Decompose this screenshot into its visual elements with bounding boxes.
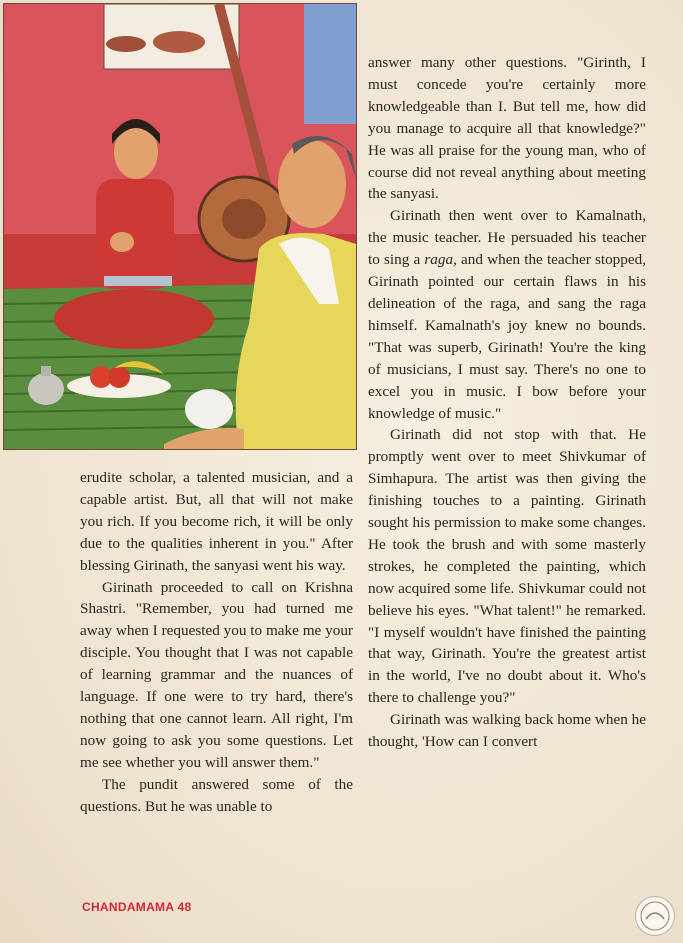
right-paragraph-2-start: Girinath then went over to Kamalnath, the music teacher. He persuaded his teacher to sing a — [368, 207, 646, 269]
left-text-column — [80, 467, 353, 818]
left-paragraph-3: The pundit answered some of the questions. But he was unable to — [80, 775, 353, 815]
right-paragraph-1: answer many other questions. "Girinth, I must concede you're certainly more knowledgeable than I. But tell me, how did you manage to acquire all that knowledge?" He was all praise for the young man, who of course did not reveal anything about meeting the sanyasi. — [368, 54, 646, 203]
right-paragraph-3: Girinath did not stop with that. He promptly went over to meet Shivkumar of Simhapura. The artist was then giving the finishing touches to a painting. Girinath sought his permission to make some changes. He took the brush and with some masterly strokes, he completed the painting, which now acquired some life. Shivkumar could not believe his eyes. "What talent!" he remarked. "I myself wouldn't have finished the painting that way, Girinath. You're the greatest artist in the world, I've no doubt about it. Who's there to challenge you?" — [368, 426, 646, 707]
left-paragraph-2: Girinath proceeded to call on Krishna Shastri. "Remember, you had turned me away when I requested you to make me your disciple. You thought that I was not capable of learning grammar and the nuances of language. If one were to try hard, there's nothing that one cannot learn. All right, I'm now going to ask you some questions. Let me see whether you will answer them." — [80, 578, 353, 771]
raga-italic-word: raga, — [424, 251, 457, 269]
illustration-svg — [4, 4, 356, 449]
left-paragraph-1: erudite scholar, a talented musician, and a capable artist. But, all that will not make you rich. If you become rich, it will be only due to the qualities inherent in you." After blessing Girinath, the sanyasi went his way. — [80, 469, 353, 574]
page-footer: CHANDAMAMA 48 — [82, 900, 192, 914]
right-paragraph-2 — [368, 205, 646, 424]
right-text-column — [368, 52, 646, 753]
publisher-seal-icon — [635, 896, 675, 936]
right-paragraph-2-end: and when the teacher stopped, Girinath pointed our certain flaws in his delineation of the raga, and sang the raga himself. Kamalnath's joy knew no bounds. "That was superb, Girinath! You're the king of musicians, I must say. There's no one to excel you in music. I bow before your knowledge of music." — [368, 251, 646, 422]
right-paragraph-4: Girinath was walking back home when he thought, 'How can I convert — [368, 711, 646, 751]
story-illustration — [3, 3, 357, 450]
